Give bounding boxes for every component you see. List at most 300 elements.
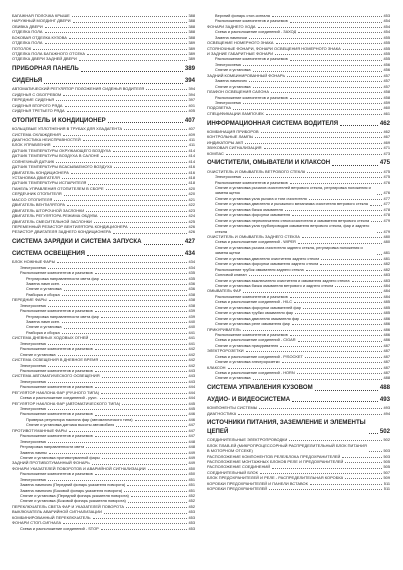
toc-entry-title: ФОНАРИ ЗАДНЕГО ХОДА <box>207 23 256 29</box>
dot-leader <box>320 264 381 265</box>
dot-leader <box>253 87 382 88</box>
toc-entry-title: СИДЕНЬЯ ВТОРОГО РЯДА <box>12 102 63 108</box>
dot-leader <box>67 205 186 206</box>
toc-entry-title: РЕГУЛЯТОР НАКЛОНА ФАР (АВТОМАТИЧЕСКОГО ТИПА) <box>12 400 121 406</box>
dot-leader <box>298 341 382 342</box>
toc-page-number: 389 <box>188 45 195 51</box>
toc-page-number: 401 <box>188 102 195 108</box>
toc-chapter-entry[interactable] <box>207 111 390 116</box>
toc-page-number: 503 <box>383 448 390 454</box>
toc-entry-title: Снятие и установка бачка омывателя ветрового и заднего стекла <box>215 283 334 288</box>
toc-entry-title: ЗВУКОВАЯ СИГНАЛИЗАЦИЯ <box>207 145 262 151</box>
toc-page-number: 441 <box>188 340 195 346</box>
dot-leader <box>62 284 186 285</box>
toc-entry-title: Замена лампочки <box>215 34 247 40</box>
toc-entry-title: БЛОК НОЖНЫЕ ФАРЫ <box>12 259 56 265</box>
toc-entry-title: СИСТЕМА АВТОМАТИЧЕСКОГО ОСВЕЩЕНИЯ <box>12 373 100 379</box>
toc-entry-title: Замена лампы <box>20 449 47 455</box>
dot-leader <box>290 60 382 61</box>
toc-entry-title: МАССО ОТОПИТЕЛЯ <box>12 196 53 202</box>
dot-leader <box>321 259 381 260</box>
toc-chapter-entry[interactable] <box>207 443 390 454</box>
toc-right-column <box>207 13 390 492</box>
toc-page-number: 434 <box>188 259 195 265</box>
dot-leader <box>86 211 186 212</box>
toc-page-number: 443 <box>188 367 195 373</box>
toc-page-number: 389 <box>184 65 195 73</box>
dot-leader <box>69 38 187 39</box>
toc-page-number: 487 <box>383 348 390 354</box>
toc-entry-title: Снятие и установка двигателя и рычажного механизма очистителя ветрового стекла <box>215 201 368 207</box>
toc-entry-title: ЗАДНИЙ ПРОТИВОТУМАННЫЙ ФОНАРЬ <box>12 460 90 466</box>
dot-leader <box>79 60 187 61</box>
toc-sub-entry[interactable] <box>207 185 390 196</box>
toc-page-number: 462 <box>383 128 390 134</box>
dot-leader <box>113 151 187 152</box>
toc-page-number: 454 <box>383 18 390 24</box>
toc-page-number: 451 <box>188 482 195 488</box>
toc-page-number: 481 <box>383 250 390 256</box>
dot-leader <box>131 496 187 497</box>
toc-entry-title: ОТДЕЛКА ПОЛА БАГАЖНОГО ОТСЕКА <box>12 51 86 57</box>
toc-page-number: 445 <box>188 400 195 406</box>
toc-entry-title: РАСПОЛОЖЕНИЕ КОМПОНЕНТОВ РЕЛЕ/БЛОКА ПРЕДОХРАНИТЕЛЕЙ <box>207 453 341 459</box>
dot-leader <box>290 183 382 184</box>
toc-page-number: 502 <box>379 427 390 435</box>
toc-entry-title: ОМЫВАТЕЛЬ ФАР <box>207 288 242 294</box>
toc-section-heading[interactable] <box>207 159 390 168</box>
dot-leader <box>249 38 382 39</box>
dot-leader <box>102 377 187 378</box>
toc-entry-title: Расположение компонентов и разъемов <box>215 331 288 337</box>
toc-entry-title: КЛАКСОН <box>207 364 226 370</box>
dot-leader <box>275 54 381 55</box>
dot-leader <box>100 360 186 361</box>
toc-page-number: 487 <box>383 342 390 348</box>
toc-entry-title: Разборка и сборка <box>26 291 60 297</box>
toc-page-number: 438 <box>188 297 195 303</box>
toc-page-number: 461 <box>383 110 390 116</box>
dot-leader <box>261 132 382 133</box>
dot-leader <box>233 109 381 110</box>
dot-leader <box>100 398 187 399</box>
toc-page-number: 486 <box>383 315 390 321</box>
toc-page-number: 442 <box>188 357 195 363</box>
dot-leader <box>315 390 378 391</box>
dot-leader <box>69 431 187 432</box>
toc-page-number: 436 <box>188 286 195 292</box>
toc-entry-title: Электросхема <box>20 340 46 346</box>
dot-leader <box>45 43 187 44</box>
toc-sub-entry[interactable] <box>207 245 390 256</box>
toc-entry-title: СИСТЕМА ОХЛАЖДЕНИЯ <box>12 131 61 137</box>
toc-page-number: 425 <box>188 218 195 224</box>
toc-entry-title: РАСПОЛОЖЕНИЕ СОЕДИНЕНИЙ <box>207 464 271 470</box>
toc-page-number: 488 <box>379 384 390 392</box>
toc-entry-title: КОМПОНЕНТЫ СИСТЕМЫ <box>207 405 258 411</box>
toc-page-number: 488 <box>383 375 390 381</box>
dot-leader <box>243 65 382 66</box>
toc-page-number: 453 <box>188 509 195 515</box>
toc-page-number: 511 <box>383 486 390 492</box>
toc-sub-entry[interactable] <box>207 223 390 234</box>
dot-leader <box>287 76 381 77</box>
dot-leader <box>56 162 186 163</box>
toc-page-number: 436 <box>188 280 195 286</box>
toc-page-number: 427 <box>184 238 195 246</box>
toc-section-heading[interactable] <box>12 77 195 86</box>
dot-leader <box>259 408 381 409</box>
dot-leader <box>294 302 381 303</box>
toc-section-heading[interactable] <box>12 250 195 259</box>
toc-chapter-entry[interactable] <box>207 486 390 491</box>
toc-section-heading[interactable] <box>12 65 195 74</box>
toc-chapter-entry[interactable] <box>207 151 390 156</box>
toc-page-number: 421 <box>188 196 195 202</box>
dot-leader <box>298 243 382 244</box>
toc-page-number: 418 <box>188 180 195 186</box>
toc-page-number: 411 <box>188 142 195 148</box>
toc-entry-title: Снятие и установка форсунки омывателя заднего стекла <box>215 261 319 267</box>
toc-chapter-entry[interactable] <box>12 108 195 113</box>
dot-leader <box>335 286 381 287</box>
toc-entry-title: ПАНЕЛЬ УПРАВЛЕНИЯ ОТОПИТЕЛЕМ В СБОРЕ <box>12 185 104 191</box>
toc-page-number: 478 <box>383 212 390 218</box>
dot-leader <box>53 146 187 147</box>
toc-sub-entry[interactable] <box>207 375 390 380</box>
toc-entry-title: Снятие и установка узла трубопроводов омывателя ветрового стекла, фар и заднего стекла <box>215 223 370 234</box>
toc-page-number: 486 <box>383 321 390 327</box>
dot-leader <box>57 262 186 263</box>
toc-entry-title: ПОДСВЕТКА <box>207 105 232 111</box>
dot-leader <box>332 165 378 166</box>
toc-page-number: 479 <box>383 217 390 223</box>
toc-entry-title: СИСТЕМА ОСВЕЩЕНИЯ <box>12 249 86 257</box>
toc-page-number: 420 <box>188 185 195 191</box>
toc-page-number: 473 <box>383 150 390 156</box>
dot-leader <box>342 457 381 458</box>
toc-entry-title: ОЧИСТИТЕЛЬ И ОМЫВАТЕЛЬ ВЕТРОВОГО СТЕКЛА <box>207 168 306 174</box>
toc-page-number: 451 <box>188 487 195 493</box>
toc-entry-title: Снятие и установка <box>215 375 251 381</box>
toc-page-number: 434 <box>188 264 195 270</box>
dot-leader <box>369 451 382 452</box>
toc-page-number: 455 <box>383 56 390 62</box>
toc-entry-title: ФОНАРИ УКАЗАТЕЛЕЙ ПОВОРОТОВ И АВАРИЙНОЙ СИГНАЛИЗАЦИИ <box>12 465 146 471</box>
toc-page-number: 457 <box>383 78 390 84</box>
toc-entry-title: ДВИГАТЕЛЬ КОНДИЦИОНЕРА <box>12 169 69 175</box>
toc-entry-title: ПРОТИВОТУМАННЫЕ ФАРЫ <box>12 427 67 433</box>
toc-page-number: 394 <box>188 86 195 92</box>
dot-leader <box>377 254 382 255</box>
toc-page-number: 485 <box>383 304 390 310</box>
dot-leader <box>48 480 187 481</box>
toc-entry-title: Расположение компонентов и разъемов <box>20 308 93 314</box>
dot-leader <box>269 489 382 490</box>
toc-page-number: 487 <box>383 359 390 365</box>
toc-entry-title: Снятие и установка электророзетки <box>215 359 280 365</box>
toc-page-number: 446 <box>188 411 195 417</box>
toc-page-number: 434 <box>184 249 195 257</box>
dot-leader <box>272 16 382 17</box>
toc-page-number: 453 <box>383 12 390 18</box>
toc-entry-title: Регулировка направленности света фар <box>26 275 99 281</box>
toc-entry-title: ДИАГНОСТИКА <box>207 410 237 416</box>
toc-page-number: 475 <box>379 159 390 167</box>
dot-leader <box>260 473 382 474</box>
toc-entry-title: Замена лампочек <box>215 78 247 84</box>
dot-leader <box>95 349 187 350</box>
dot-leader <box>343 49 382 50</box>
dot-leader <box>290 297 382 298</box>
toc-page-number: 416 <box>188 169 195 175</box>
toc-entry-title: ДАТЧИК ТЕМПЕРАТУРЫ ИСПАРИТЕЛЯ <box>12 180 87 186</box>
toc-entry-title: Снятие и установка (Боковой фонарь указателя поворота) <box>20 498 126 504</box>
toc-section-heading[interactable] <box>207 120 390 129</box>
toc-entry-title: ПЕРЕМЕННЫЙ РЕЗИСТОР ВЕНТИЛЯТОРА КОНДИЦИОНЕРА <box>12 223 128 229</box>
dot-leader <box>243 177 382 178</box>
toc-entry-title: СПЕЦИФИКАЦИИ ЛАМПОЧЕК <box>207 110 264 116</box>
toc-entry-title: БОКОВАЯ ОТДЕЛКА КУЗОВА <box>12 34 67 40</box>
toc-entry-title: ЗАДНИЙ КОМБИНИРОВАННЫЙ ФОНАРЬ <box>207 72 286 78</box>
toc-entry-title: Сопловой клапан <box>215 272 247 278</box>
toc-page-number: 480 <box>383 239 390 245</box>
toc-page-number: 462 <box>379 119 390 127</box>
toc-entry-title: Схема и расположение соединений - H/LC <box>215 299 293 305</box>
dot-leader <box>298 32 381 33</box>
toc-page-number: 493 <box>383 405 390 411</box>
toc-entry-title: Расположение компонентов и разъемов <box>20 367 93 373</box>
toc-page-number: 451 <box>188 476 195 482</box>
toc-entry-title: Снятие и установка двигателя омывателя фар <box>215 315 300 321</box>
toc-page-number: 456 <box>383 67 390 73</box>
toc-entry-title: Снятие и установка переключателя стеклоочистителя и омывателя ветрового стекла <box>215 217 370 223</box>
dot-leader <box>62 322 186 323</box>
toc-entry-title: Снятие и установка датчика высоты автомобиля <box>26 422 115 428</box>
toc-page-number: 460 <box>383 105 390 111</box>
toc-section-heading[interactable] <box>207 384 390 393</box>
toc-entry-title: Снятие и установка <box>26 286 62 292</box>
dot-leader <box>56 100 186 101</box>
toc-entry-title: Замена ламп ксен. <box>26 319 61 325</box>
toc-page-number: 449 <box>188 449 195 455</box>
dot-leader <box>88 184 186 185</box>
toc-page-number: 389 <box>188 51 195 57</box>
toc-entry-title: Снятие и установка рычагов очистителей ветрового стекла, регулировка положения и замена щеток <box>215 185 371 196</box>
toc-section-heading[interactable] <box>12 238 195 247</box>
toc-page-number: 420 <box>188 191 195 197</box>
dot-leader <box>245 143 381 144</box>
toc-entry-title: СИСТЕМА ЗАРЯДКИ И СИСТЕМА ЗАПУСКА <box>12 238 142 246</box>
toc-entry-title: ПЛАФОН ОСВЕЩЕНИЯ САЛОНА <box>207 89 269 95</box>
toc-entry-title: Разборка и сборка <box>26 329 60 335</box>
dot-leader <box>95 371 187 372</box>
toc-page-number: 388 <box>188 23 195 29</box>
toc-page-number: 475 <box>383 174 390 180</box>
dot-leader <box>282 362 382 363</box>
toc-page-number: 455 <box>383 51 390 57</box>
dot-leader <box>345 462 381 463</box>
toc-page-number: 411 <box>188 136 195 142</box>
dot-leader <box>95 311 187 312</box>
toc-section-heading[interactable] <box>207 396 390 405</box>
toc-chapter-entry[interactable] <box>207 411 390 416</box>
toc-entry-title: Регулировка направленности света <box>20 444 85 450</box>
dot-leader <box>276 43 382 44</box>
dot-leader <box>90 339 186 340</box>
dot-leader <box>280 346 381 347</box>
toc-section-heading[interactable] <box>12 117 195 126</box>
toc-entry-title: Регулировка направленности света фар <box>26 313 99 319</box>
toc-entry-title: ПЕРЕДНИЕ СИДЕНЬЯ <box>12 97 55 103</box>
dot-leader <box>63 95 186 96</box>
toc-page-number: 476 <box>383 179 390 185</box>
dot-leader <box>65 106 187 107</box>
toc-entry-title: Расположение компонентов и разъемов <box>20 471 93 477</box>
toc-entry-title: ДАТЧИК ТЕМПЕРАТУРЫ ВОЗДУХА В САЛОНЕ <box>12 153 100 159</box>
toc-entry-title: Снятие и установка <box>26 324 62 330</box>
dot-leader <box>301 319 381 320</box>
toc-entry-title: Электросхема <box>20 264 46 270</box>
toc-entry-title: Схема и расположение соединений - CIGAR <box>215 337 296 343</box>
toc-chapter-entry[interactable] <box>12 57 195 62</box>
toc-page-number: 480 <box>383 234 390 240</box>
dot-leader <box>309 199 382 200</box>
toc-entry-title: СЕРДЕЧНИК ОТОПИТЕЛЯ <box>12 191 62 197</box>
toc-entry-title: Схема и расположение соединений - HORN <box>215 370 295 375</box>
toc-page-number: 444 <box>188 389 195 395</box>
dot-leader <box>377 194 382 195</box>
toc-page-number: 458 <box>383 94 390 100</box>
toc-entry-title: КОРОБКИ ПРЕДОХРАНИТЕЛЕЙ <box>207 486 268 492</box>
toc-entry-title: Снятие и установка противотуманной фары <box>20 454 100 460</box>
dot-leader <box>95 273 187 274</box>
toc-page-number: 502 <box>383 437 390 443</box>
dot-leader <box>95 436 187 437</box>
dot-leader <box>377 232 382 233</box>
toc-entry-title: Электросхема <box>20 302 46 308</box>
toc-page-number: 459 <box>383 99 390 105</box>
toc-entry-title: Верхний фонарь стоп-сигнала <box>215 12 270 18</box>
dot-leader <box>86 447 186 448</box>
dot-leader <box>130 227 187 228</box>
dot-leader <box>116 426 186 427</box>
toc-entry-title: ОСВЕЩЕНИЕ НОМЕРНОГО ЗНАКА <box>207 40 274 46</box>
toc-entry-title: ДАТЧИК ТЕМПЕРАТУРЫ ВСАСЫВАЕМОГО ВОЗДУХА <box>12 164 113 170</box>
toc-entry-title: Расположение компонентов и разъемов <box>215 56 288 62</box>
toc-page-number: 458 <box>383 89 390 95</box>
toc-page-number: 456 <box>383 61 390 67</box>
toc-page-number: 486 <box>383 337 390 343</box>
dot-leader <box>144 244 183 245</box>
dot-leader <box>87 54 186 55</box>
dot-leader <box>128 502 187 503</box>
dot-leader <box>95 387 187 388</box>
toc-entry-title: КОРОБКИ ПРЕДОХРАНИТЕЛЕЙ И ПАНЕЛИ ВСТАВОК <box>207 480 308 486</box>
toc-page-number: 442 <box>188 362 195 368</box>
toc-page-number: 452 <box>188 503 195 509</box>
toc-entry-title: КОМПАС <box>207 150 224 156</box>
dot-leader <box>285 210 382 211</box>
toc-entry-title: ИНДИКАТОРЫ АКП <box>207 139 244 145</box>
dot-leader <box>72 16 187 17</box>
toc-chapter-entry[interactable] <box>12 229 195 234</box>
toc-page-number: 447 <box>188 433 195 439</box>
toc-page-number: 435 <box>188 275 195 281</box>
toc-entry-title: СИДЕНЬЯ <box>12 77 43 85</box>
toc-entry-title: Электросхема <box>215 61 241 67</box>
dot-leader <box>63 523 186 524</box>
toc-page-number: 483 <box>383 272 390 278</box>
toc-entry-title: Снятие и установка <box>215 83 251 89</box>
toc-page-number: 388 <box>188 34 195 40</box>
toc-page-number: 469 <box>383 139 390 145</box>
dot-leader <box>297 373 382 374</box>
dot-leader <box>94 222 187 223</box>
toc-entry-title: АВТОМАТИЧЕСКИЙ РЕГУЛЯТОР ПОЛОЖЕНИЯ СИДЕНЬЯ ВОДИТЕЛЯ <box>12 86 145 92</box>
dot-leader <box>64 195 187 196</box>
toc-entry-title: РЕЗИСТОР ДВИГАТЕЛЯ ЗАДНЕГО КОНДИЦИОНЕРА <box>12 229 111 235</box>
toc-entry-title: Снятие и установка прикуривателя <box>215 342 279 348</box>
dot-leader <box>148 469 187 470</box>
toc-section-heading[interactable] <box>207 419 390 436</box>
toc-entry-title: СОЕДИНИТЕЛЬНЫЕ ЭЛЕКТРОПРОВОДКИ <box>207 437 288 443</box>
dot-leader <box>114 167 186 168</box>
toc-page-number: 482 <box>383 261 390 267</box>
dot-leader <box>290 22 382 23</box>
toc-page-number: 455 <box>383 40 390 46</box>
dot-leader <box>340 125 378 126</box>
toc-entry-title: Снятие и установка бачка омывателя <box>215 206 283 212</box>
toc-entry-title: И ЗАДНИЕ ГАБАРИТНЫЕ ФОНАРИ <box>207 51 274 57</box>
dot-leader <box>92 464 187 465</box>
toc-entry-title: Расположение компонентов и разъемов <box>20 411 93 417</box>
toc-entry-title: Схема и расположение соединений - ручн. <box>20 395 98 401</box>
toc-entry-title: Схема и расположение соединений - P/SOCKET <box>215 353 303 359</box>
dot-leader <box>101 317 187 318</box>
toc-entry-title: БЛОК ПРЕДОХРАНИТЕЛЕЙ И РЕЛЕ - РАСПРЕДЕЛИТЕЛЬНАЯ КОРОБКА <box>207 475 344 481</box>
toc-page-number: 447 <box>188 427 195 433</box>
toc-entry-title: ПОТОЛОК <box>12 45 32 51</box>
toc-entry-title: Расположение компонентов и разъемов <box>215 94 288 100</box>
toc-page-number: 418 <box>188 175 195 181</box>
dot-leader <box>83 140 187 141</box>
toc-entry-title: Электросхема <box>215 99 241 105</box>
dot-leader <box>290 98 382 99</box>
toc-entry-title: БАГАЖНАЯ ПОЛОЧКА КРЫШЕ <box>12 12 70 18</box>
toc-page-number: 511 <box>383 480 390 486</box>
toc-page-number: 448 <box>188 438 195 444</box>
dot-leader <box>352 281 382 282</box>
toc-sub-entry[interactable] <box>12 526 195 531</box>
toc-page-number: 452 <box>188 493 195 499</box>
dot-leader <box>124 129 186 130</box>
toc-entry-title: Снятие и установка двигателя очистителя заднего стекла <box>215 255 320 261</box>
toc-entry-title: СТОЯНОЧНЫЕ ФОНАРИ, ФОНАРИ ОСВЕЩЕНИЯ НОМЕРНОГО ЗНАКА <box>207 45 341 51</box>
toc-entry-title: ПРИКУРИВАТЕЛЬ <box>207 326 241 332</box>
toc-page-number: 485 <box>383 299 390 305</box>
toc-entry-title: ОТОПИТЕЛЬ И КОНДИЦИОНЕР <box>12 116 106 124</box>
toc-entry-title: ДВИГАТЕЛЬ ШТОРОЧНОЙ ЗАСЛОНКИ <box>12 207 85 213</box>
toc-entry-title: Снятие и установка <box>215 67 251 73</box>
dot-leader <box>45 32 187 33</box>
dot-leader <box>48 306 187 307</box>
dot-leader <box>253 71 382 72</box>
toc-entry-title: Расположение компонентов и разъемов <box>20 346 93 352</box>
toc-page-number: 388 <box>188 12 195 18</box>
toc-page-number: 409 <box>188 131 195 137</box>
toc-entry-title: Расположение компонентов и разъемов <box>215 293 288 299</box>
